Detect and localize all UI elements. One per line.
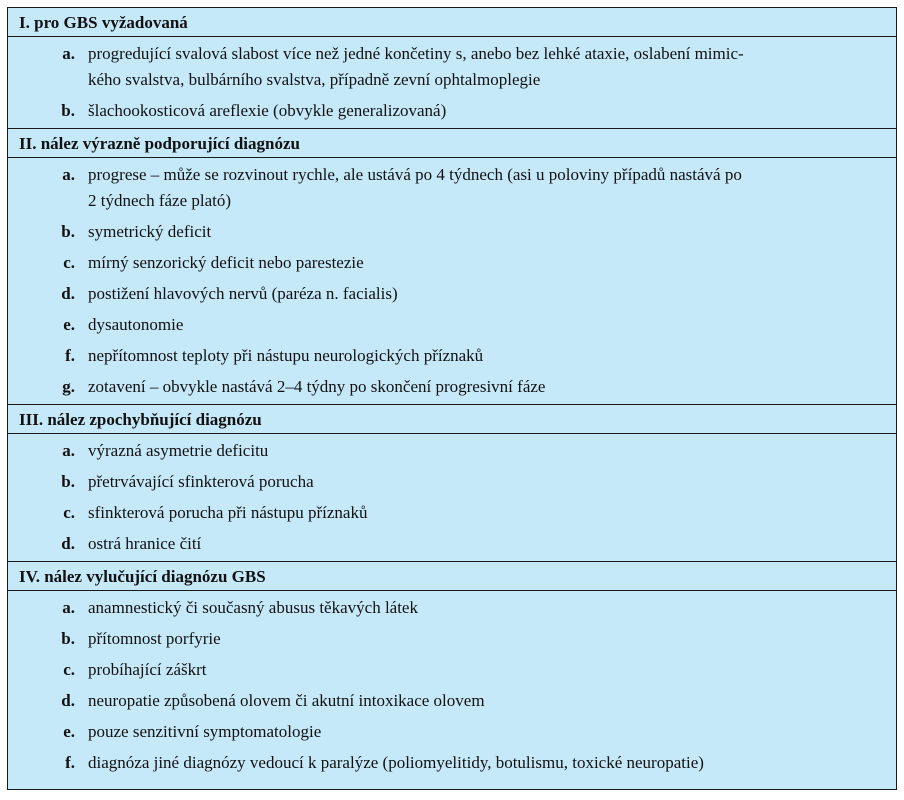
item-text-line: probíhající záškrt: [88, 660, 207, 679]
list-item: [8, 278, 896, 309]
item-text-line: symetrický deficit: [88, 222, 212, 241]
item-text: [88, 688, 886, 714]
item-text: [88, 500, 886, 526]
item-text-line: progrese – může se rozvinout rychle, ale ustává po 4 týdnech (asi u poloviny případů nastává po: [88, 165, 742, 184]
list-item: [8, 685, 896, 716]
item-letter: a.: [62, 598, 75, 617]
item-letter: d.: [61, 691, 75, 710]
item-text-line: progredující svalová slabost více než jedné končetiny s, anebo bez lehké ataxie, oslabení mimic-: [88, 44, 744, 63]
list-item: [8, 528, 896, 559]
item-text-line: anamnestický či současný abusus těkavých látek: [88, 598, 418, 617]
list-item: [8, 216, 896, 247]
item-letter: a.: [62, 441, 75, 460]
item-letter: c.: [63, 253, 75, 272]
item-letter: d.: [61, 534, 75, 553]
item-text-line: dysautonomie: [88, 315, 184, 334]
item-text-line: kého svalstva, bulbárního svalstva, případně zevní ophtalmoplegie: [88, 70, 541, 89]
item-text: [88, 41, 886, 93]
item-text: [88, 343, 886, 369]
list-item: [8, 159, 896, 216]
list-item: [8, 340, 896, 371]
item-letter: f.: [65, 346, 75, 365]
item-letter: f.: [65, 753, 75, 772]
item-text-line: zotavení – obvykle nastává 2–4 týdny po skončení progresivní fáze: [88, 377, 546, 396]
item-text: [88, 438, 886, 464]
item-text: [88, 595, 886, 621]
item-text: [88, 219, 886, 245]
list-item: [8, 371, 896, 402]
item-text-line: postižení hlavových nervů (paréza n. facialis): [88, 284, 398, 303]
list-item: [8, 466, 896, 497]
item-letter: c.: [63, 503, 75, 522]
list-item: [8, 716, 896, 747]
item-text: [88, 531, 886, 557]
list-item: [8, 247, 896, 278]
list-item: [8, 623, 896, 654]
item-text-line: šlachookosticová areflexie (obvykle generalizovaná): [88, 101, 447, 120]
section-header-supporting: II. nález výrazně podporující diagnózu: [8, 128, 896, 158]
item-text-line: sfinkterová porucha při nástupu příznaků: [88, 503, 368, 522]
item-text-line: diagnóza jiné diagnózy vedoucí k paralýze (poliomyelitidy, botulismu, toxické neuropatie): [88, 753, 704, 772]
criteria-table: [7, 7, 897, 790]
item-text: [88, 250, 886, 276]
item-letter: c.: [63, 660, 75, 679]
list-item: [8, 309, 896, 340]
list-item: [8, 592, 896, 623]
item-text-line: přetrvávající sfinkterová porucha: [88, 472, 314, 491]
item-text: [88, 469, 886, 495]
item-letter: d.: [61, 284, 75, 303]
item-text: [88, 626, 886, 652]
section-header-excluding: IV. nález vylučující diagnózu GBS: [8, 561, 896, 591]
list-item: [8, 38, 896, 95]
list-item: [8, 747, 896, 778]
item-text-line: mírný senzorický deficit nebo parestezie: [88, 253, 364, 272]
item-letter: e.: [63, 722, 75, 741]
item-letter: b.: [61, 629, 75, 648]
section-body-excluding: [8, 591, 896, 780]
item-text-line: neuropatie způsobená olovem či akutní intoxikace olovem: [88, 691, 485, 710]
item-text: [88, 312, 886, 338]
item-text: [88, 657, 886, 683]
item-text: [88, 98, 886, 124]
section-header-doubtful: III. nález zpochybňující diagnózu: [8, 404, 896, 434]
item-letter: g.: [62, 377, 75, 396]
list-item: [8, 654, 896, 685]
list-item: [8, 497, 896, 528]
section-header-required: I. pro GBS vyžadovaná: [8, 8, 896, 37]
item-text: [88, 374, 886, 400]
item-letter: b.: [61, 472, 75, 491]
item-text-line: přítomnost porfyrie: [88, 629, 221, 648]
item-letter: a.: [62, 44, 75, 63]
item-text: [88, 162, 886, 214]
item-letter: b.: [61, 222, 75, 241]
section-body-required: [8, 37, 896, 128]
item-text: [88, 719, 886, 745]
item-text-line: 2 týdnech fáze plató): [88, 191, 232, 210]
section-body-supporting: [8, 158, 896, 404]
item-text: [88, 281, 886, 307]
item-letter: b.: [61, 101, 75, 120]
item-text-line: pouze senzitivní symptomatologie: [88, 722, 322, 741]
item-letter: e.: [63, 315, 75, 334]
list-item: [8, 435, 896, 466]
item-text-line: ostrá hranice čití: [88, 534, 202, 553]
item-text-line: výrazná asymetrie deficitu: [88, 441, 269, 460]
item-letter: a.: [62, 165, 75, 184]
list-item: [8, 95, 896, 126]
item-text: [88, 750, 886, 776]
item-text-line: nepřítomnost teploty při nástupu neurologických příznaků: [88, 346, 484, 365]
section-body-doubtful: [8, 434, 896, 561]
